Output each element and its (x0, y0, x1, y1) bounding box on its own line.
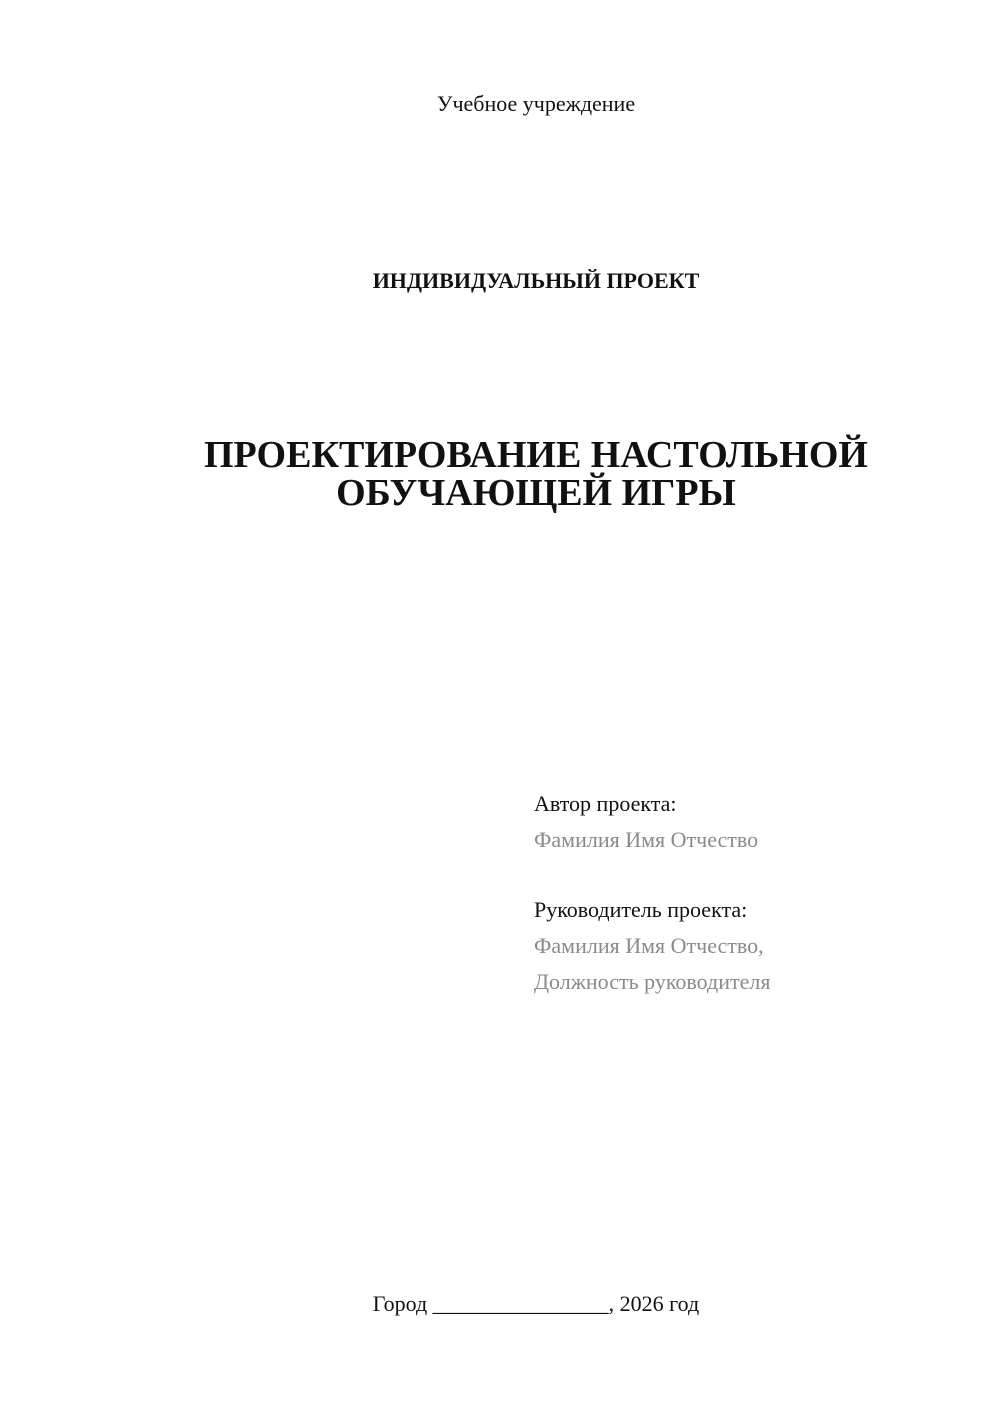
info-spacer (534, 858, 974, 892)
city-year-line: Город ________________, 2026 год (372, 1291, 700, 1316)
author-name: Фамилия Имя Отчество (534, 827, 759, 852)
project-title-line-1: ПРОЕКТИРОВАНИЕ НАСТОЛЬНОЙ (204, 434, 868, 476)
project-title-line-2: ОБУЧАЮЩЕЙ ИГРЫ (336, 472, 736, 514)
author-label: Автор проекта: (534, 791, 677, 816)
institution-name: Учебное учреждение (436, 91, 636, 116)
supervisor-label: Руководитель проекта: (534, 897, 748, 922)
document-type: ИНДИВИДУАЛЬНЫЙ ПРОЕКТ (372, 268, 700, 293)
supervisor-name: Фамилия Имя Отчество, (534, 933, 764, 958)
project-title (0, 436, 1000, 512)
supervisor-position: Должность руководителя (534, 969, 771, 994)
project-info-block (534, 786, 974, 1000)
